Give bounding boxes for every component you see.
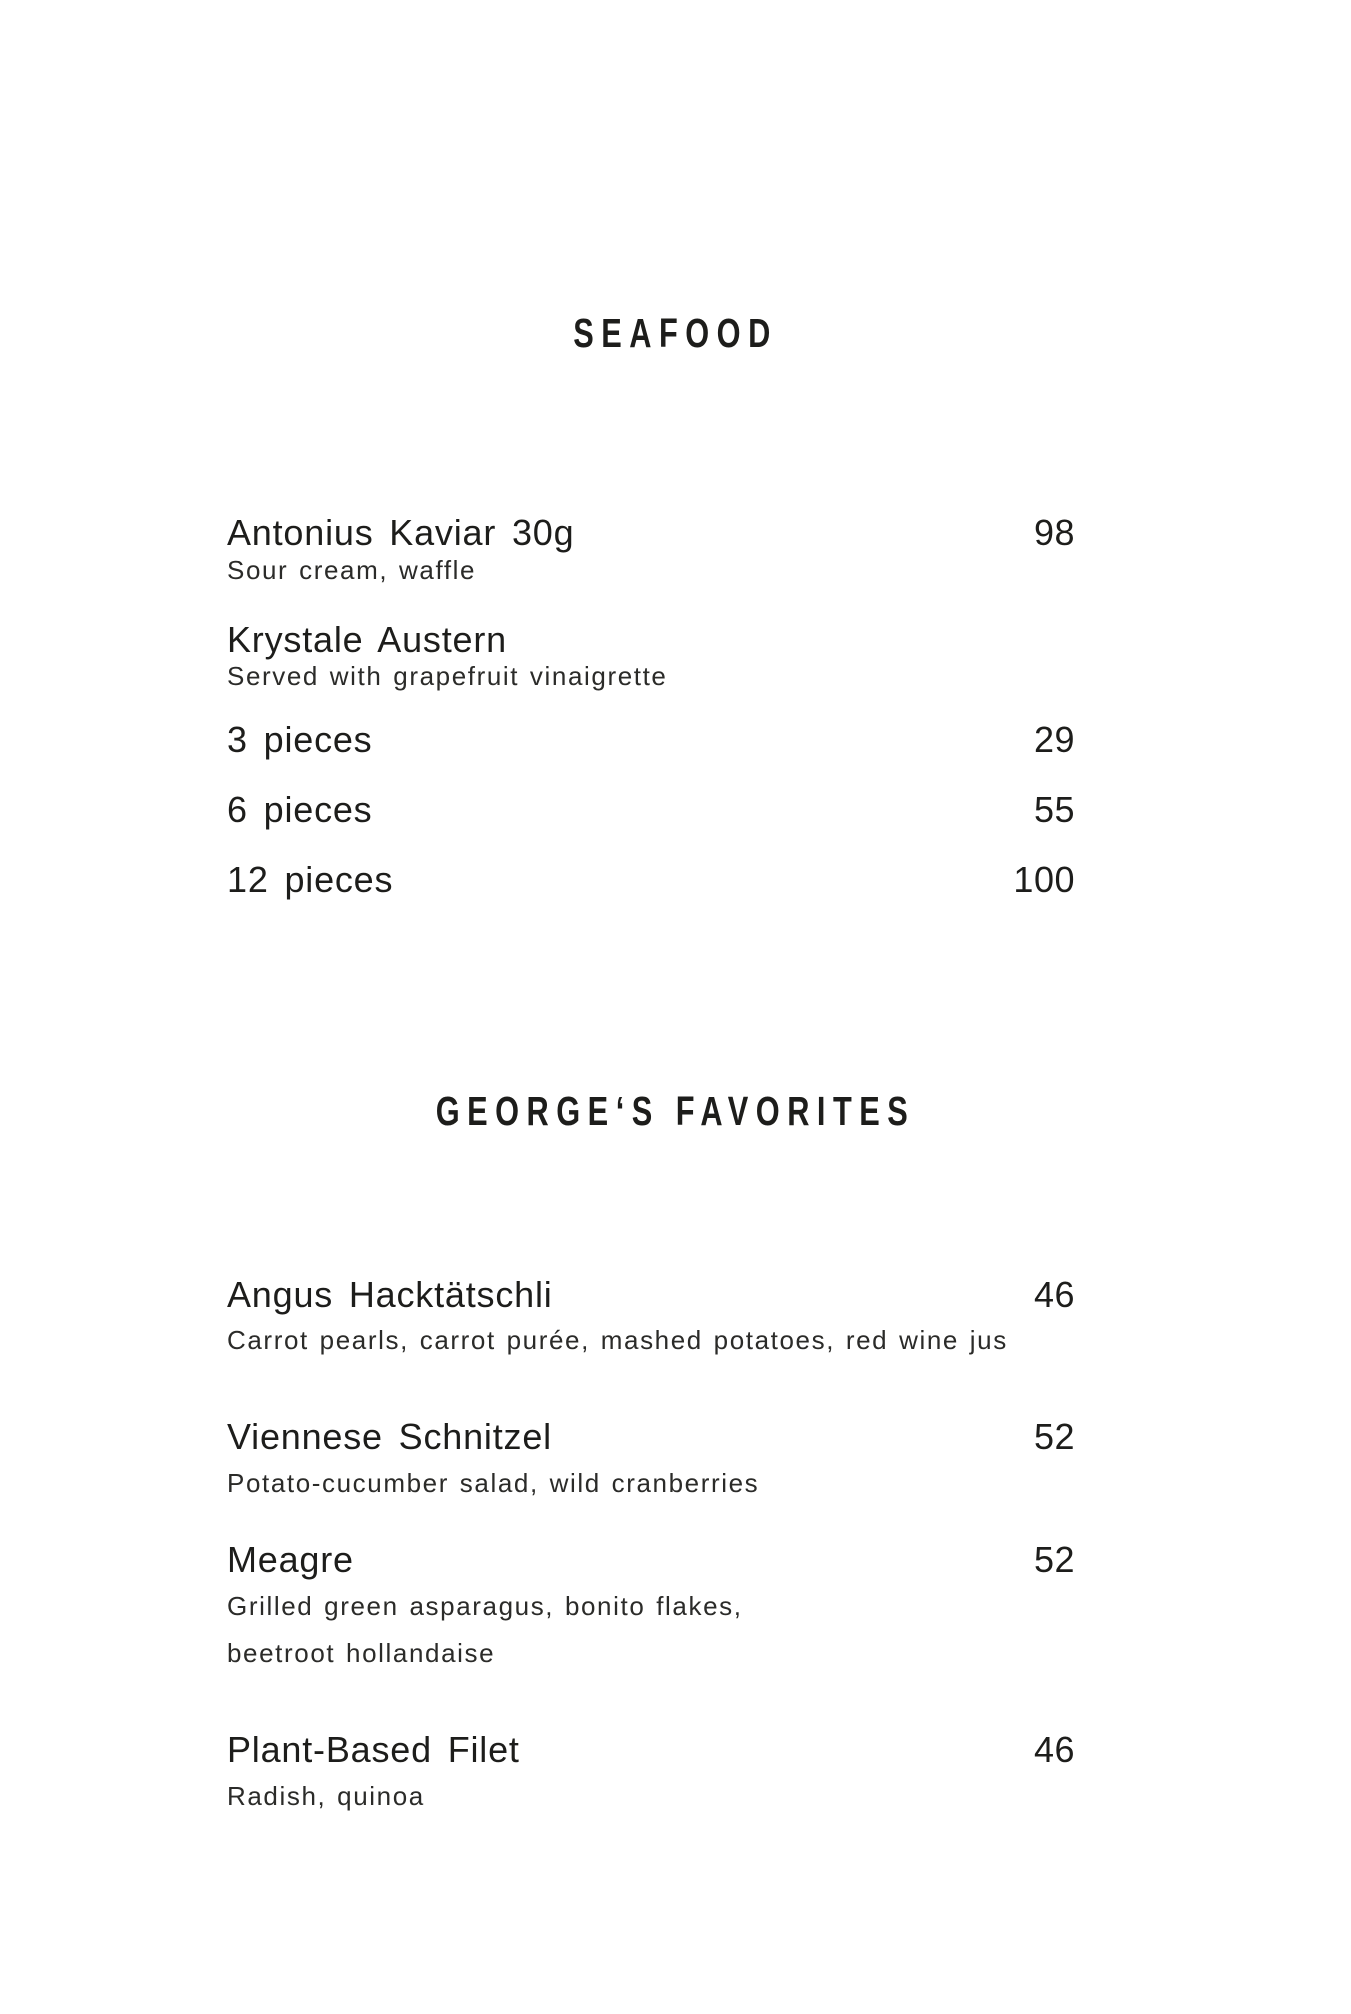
section-title-georges-favorites: GEORGE‘S FAVORITES <box>435 1088 916 1134</box>
menu-item-6-pieces <box>227 789 1075 830</box>
item-name: 12 pieces <box>227 859 394 900</box>
item-name: Krystale Austern <box>227 619 507 660</box>
item-description: Radish, quinoa <box>227 1781 425 1811</box>
item-description: Served with grapefruit vinaigrette <box>227 661 668 691</box>
item-price: 98 <box>1033 512 1075 553</box>
item-description: Carrot pearls, carrot purée, mashed potatoes, red wine jus <box>227 1325 1008 1355</box>
item-name: Plant-Based Filet <box>227 1729 520 1770</box>
item-price: 55 <box>1033 789 1075 830</box>
item-name: Meagre <box>227 1539 354 1580</box>
item-price: 100 <box>1013 859 1075 900</box>
item-description: Sour cream, waffle <box>227 555 477 585</box>
item-price: 52 <box>1033 1539 1075 1580</box>
item-price: 46 <box>1033 1729 1075 1770</box>
item-description: Potato-cucumber salad, wild cranberries <box>227 1468 760 1498</box>
menu-item-krystale-austern <box>227 619 1075 660</box>
menu-item-3-pieces <box>227 719 1075 760</box>
item-name: 6 pieces <box>227 789 373 830</box>
menu-item-12-pieces <box>227 859 1075 900</box>
menu-item-viennese-schnitzel <box>227 1416 1075 1457</box>
item-name: Antonius Kaviar 30g <box>227 512 575 553</box>
item-name: 3 pieces <box>227 719 373 760</box>
menu-item-plant-based-filet <box>227 1729 1075 1770</box>
item-name: Angus Hacktätschli <box>227 1274 553 1315</box>
item-price: 46 <box>1033 1274 1075 1315</box>
menu-item-angus-hacktaetschli <box>227 1274 1075 1315</box>
item-name: Viennese Schnitzel <box>227 1416 552 1457</box>
item-description: Grilled green asparagus, bonito flakes, <box>227 1591 743 1621</box>
menu-item-meagre <box>227 1539 1075 1580</box>
item-price: 29 <box>1033 719 1075 760</box>
menu-item-antonius-kaviar <box>227 512 1075 553</box>
item-price: 52 <box>1033 1416 1075 1457</box>
item-description-line-2: beetroot hollandaise <box>227 1638 496 1668</box>
section-title-seafood: SEAFOOD <box>573 310 778 356</box>
